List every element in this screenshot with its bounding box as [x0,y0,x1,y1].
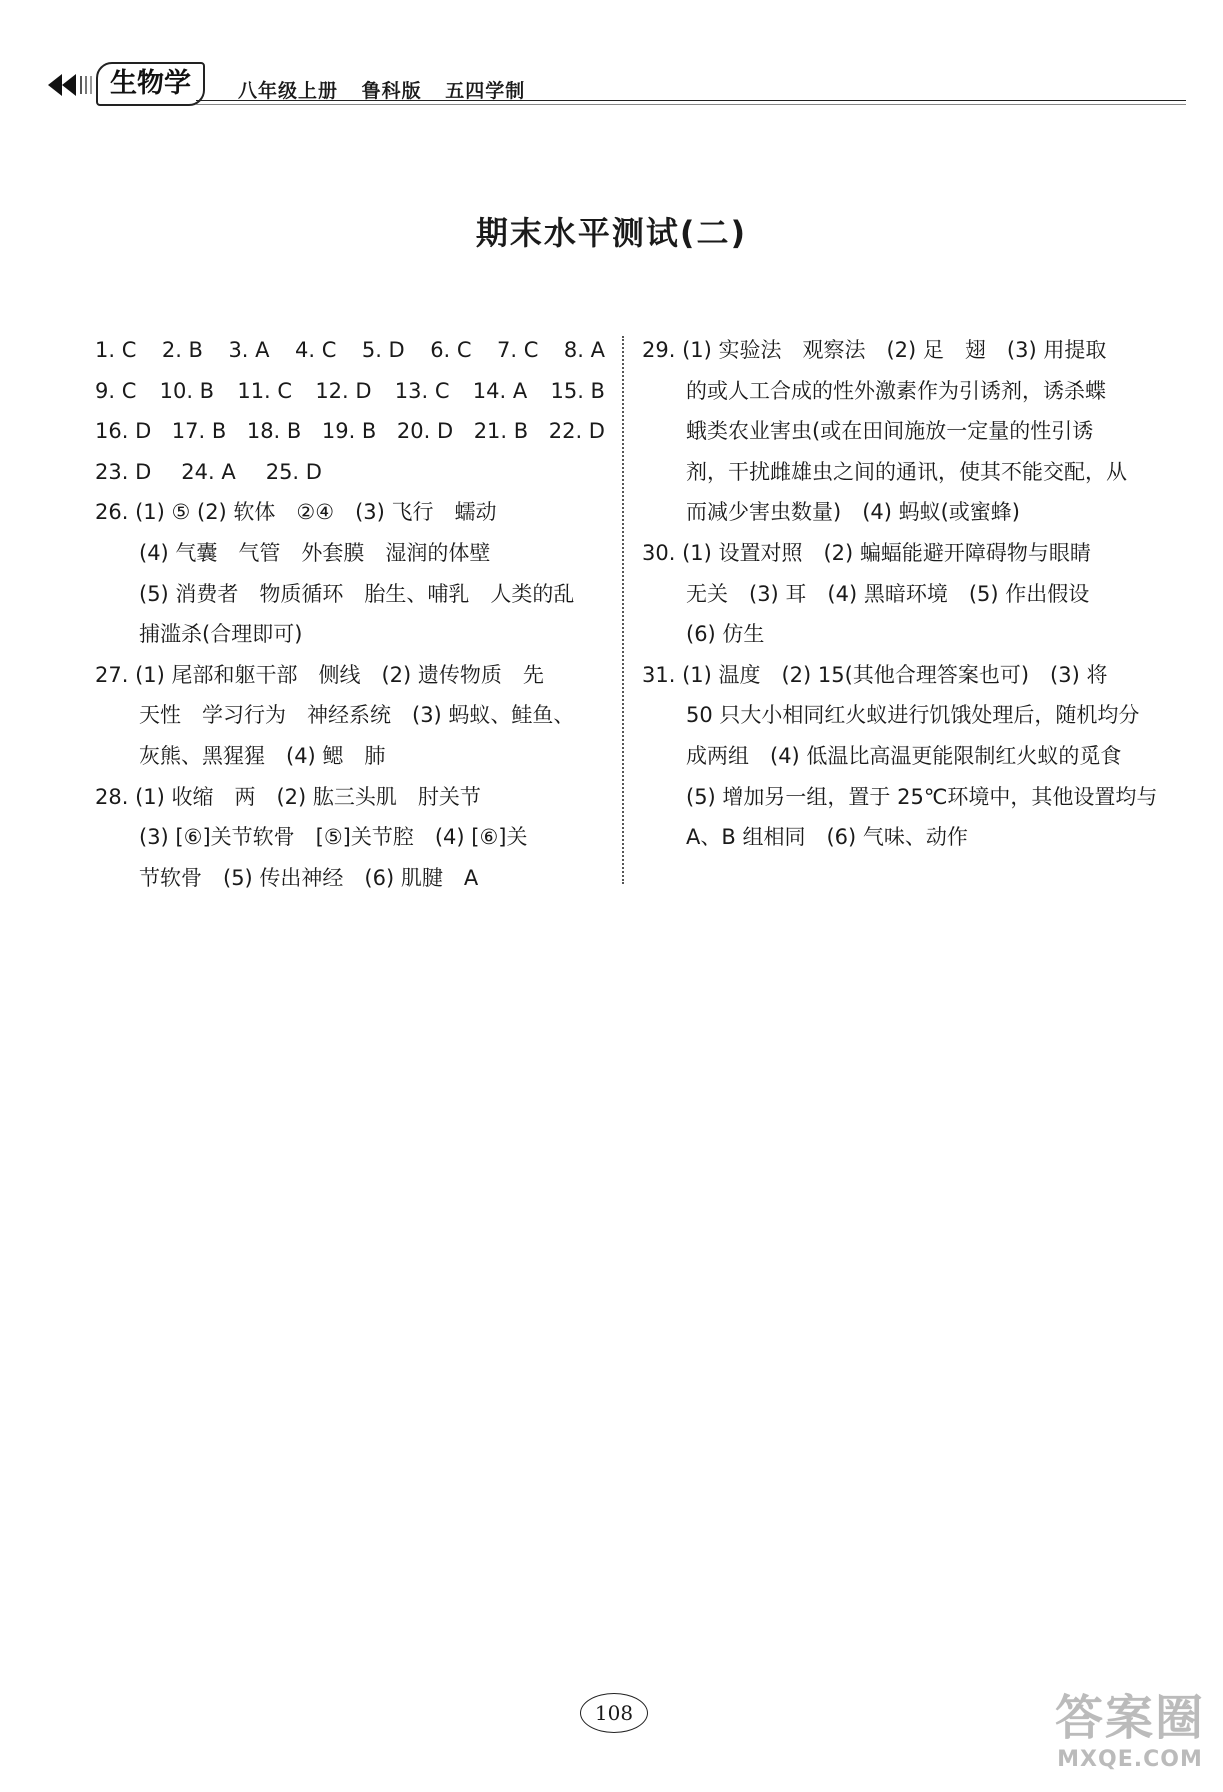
header-rule [196,100,1186,101]
header-rule-thin [196,104,1186,105]
answer-line-q30: 30. (1) 设置对照 (2) 蝙蝠能避开障碍物与眼睛 [642,540,1091,565]
mc-answer: 22. D [548,419,605,444]
watermark-text: 答案圈 [1054,1690,1205,1746]
answer-line-q30: 无关 (3) 耳 (4) 黑暗环境 (5) 作出假设 [686,581,1090,606]
answer-line-q27: 天性 学习行为 神经系统 (3) 蚂蚁、鲑鱼、 [139,703,575,728]
mc-answer: 8. A [563,338,605,362]
edition-label: 鲁科版 [361,80,422,102]
mc-answer: 13. C [394,378,450,403]
mc-answer: 5. D [361,338,405,362]
answer-line-q31: A、B 组相同 (6) 气味、动作 [686,825,968,850]
mc-answer: 10. B [159,378,215,403]
mc-answer: 4. C [294,338,337,362]
watermark-url: MXQE.COM [1057,1747,1203,1772]
subject-badge: 生物学 [96,62,205,106]
mc-answer: 7. C [497,338,539,362]
right-answer-column [642,330,1158,858]
mc-answer: 2. B [161,338,203,362]
mc-answer: 19. B [321,419,377,444]
answer-line-q28: 28. (1) 收缩 两 (2) 肱三头肌 肘关节 [95,784,481,809]
mc-answer: 15. B [550,378,605,403]
grade-label: 八年级上册 [238,80,339,102]
answer-line-q31: 成两组 (4) 低温比高温更能限制红火蚁的觅食 [686,743,1122,768]
answer-line-q26: (4) 气囊 气管 外套膜 湿润的体壁 [139,540,491,565]
mc-row [95,411,605,452]
mc-answer: 24. A [181,459,236,484]
mc-answer: 3. A [228,338,270,362]
answer-line-q28: 节软骨 (5) 传出神经 (6) 肌腱 A [139,865,479,890]
answer-line-q26: 26. (1) ⑤ (2) 软体 ②④ (3) 飞行 蠕动 [95,500,497,525]
mc-answer: 9. C [95,378,137,403]
header-meta [238,76,541,103]
mc-answer: 1. C [95,338,137,362]
answer-line-q29: 而减少害虫数量) (4) 蚂蚁(或蜜蜂) [686,500,1020,525]
mc-row [95,330,605,371]
answer-line-q31: 50 只大小相同红火蚁进行饥饿处理后，随机均分 [686,703,1140,728]
column-divider [622,336,624,884]
mc-answer: 18. B [246,419,302,444]
mc-answer: 12. D [315,378,372,403]
mc-answer: 20. D [396,419,454,444]
answer-line-q29: 的或人工合成的性外激素作为引诱剂，诱杀蝶 [686,378,1106,403]
page-title: 期末水平测试(二) [475,214,748,252]
double-arrow-left-icon [48,74,96,96]
answer-line-q30: (6) 仿生 [686,622,765,647]
answer-line-q27: 灰熊、黑猩猩 (4) 鳃 肺 [139,743,386,768]
system-label: 五四学制 [445,80,526,102]
mc-answer: 17. B [171,419,227,444]
answer-line-q29: 29. (1) 实验法 观察法 (2) 足 翅 (3) 用提取 [642,338,1107,362]
watermark-logo [1050,1690,1210,1782]
answer-line-q28: (3) [⑥]关节软骨 [⑤]关节腔 (4) [⑥]关 [139,825,528,850]
page-header [48,58,1138,108]
mc-answer: 11. C [237,378,293,403]
page-number: 108 [580,1693,648,1733]
mc-answer: 23. D [95,459,152,484]
mc-answer: 6. C [430,338,472,362]
answer-line-q29: 蛾类农业害虫(或在田间施放一定量的性引诱 [686,419,1094,444]
mc-answer: 21. B [473,419,529,444]
answer-line-q31: (5) 增加另一组，置于 25℃环境中，其他设置均与 [686,784,1158,809]
answer-line-q26: 捕滥杀(合理即可) [139,622,303,647]
answer-line-q26: (5) 消费者 物质循环 胎生、哺乳 人类的乱 [139,581,575,606]
mc-row [95,371,605,412]
mc-answer: 16. D [95,419,152,444]
answer-line-q29: 剂，干扰雌雄虫之间的通讯，使其不能交配，从 [686,459,1127,484]
answer-line-q27: 27. (1) 尾部和躯干部 侧线 (2) 遗传物质 先 [95,662,544,687]
answer-line-q31: 31. (1) 温度 (2) 15(其他合理答案也可) (3) 将 [642,662,1108,687]
left-answer-column [95,330,605,898]
mc-answer: 14. A [472,378,528,403]
mc-answer: 25. D [265,459,322,484]
mc-row [95,452,605,493]
